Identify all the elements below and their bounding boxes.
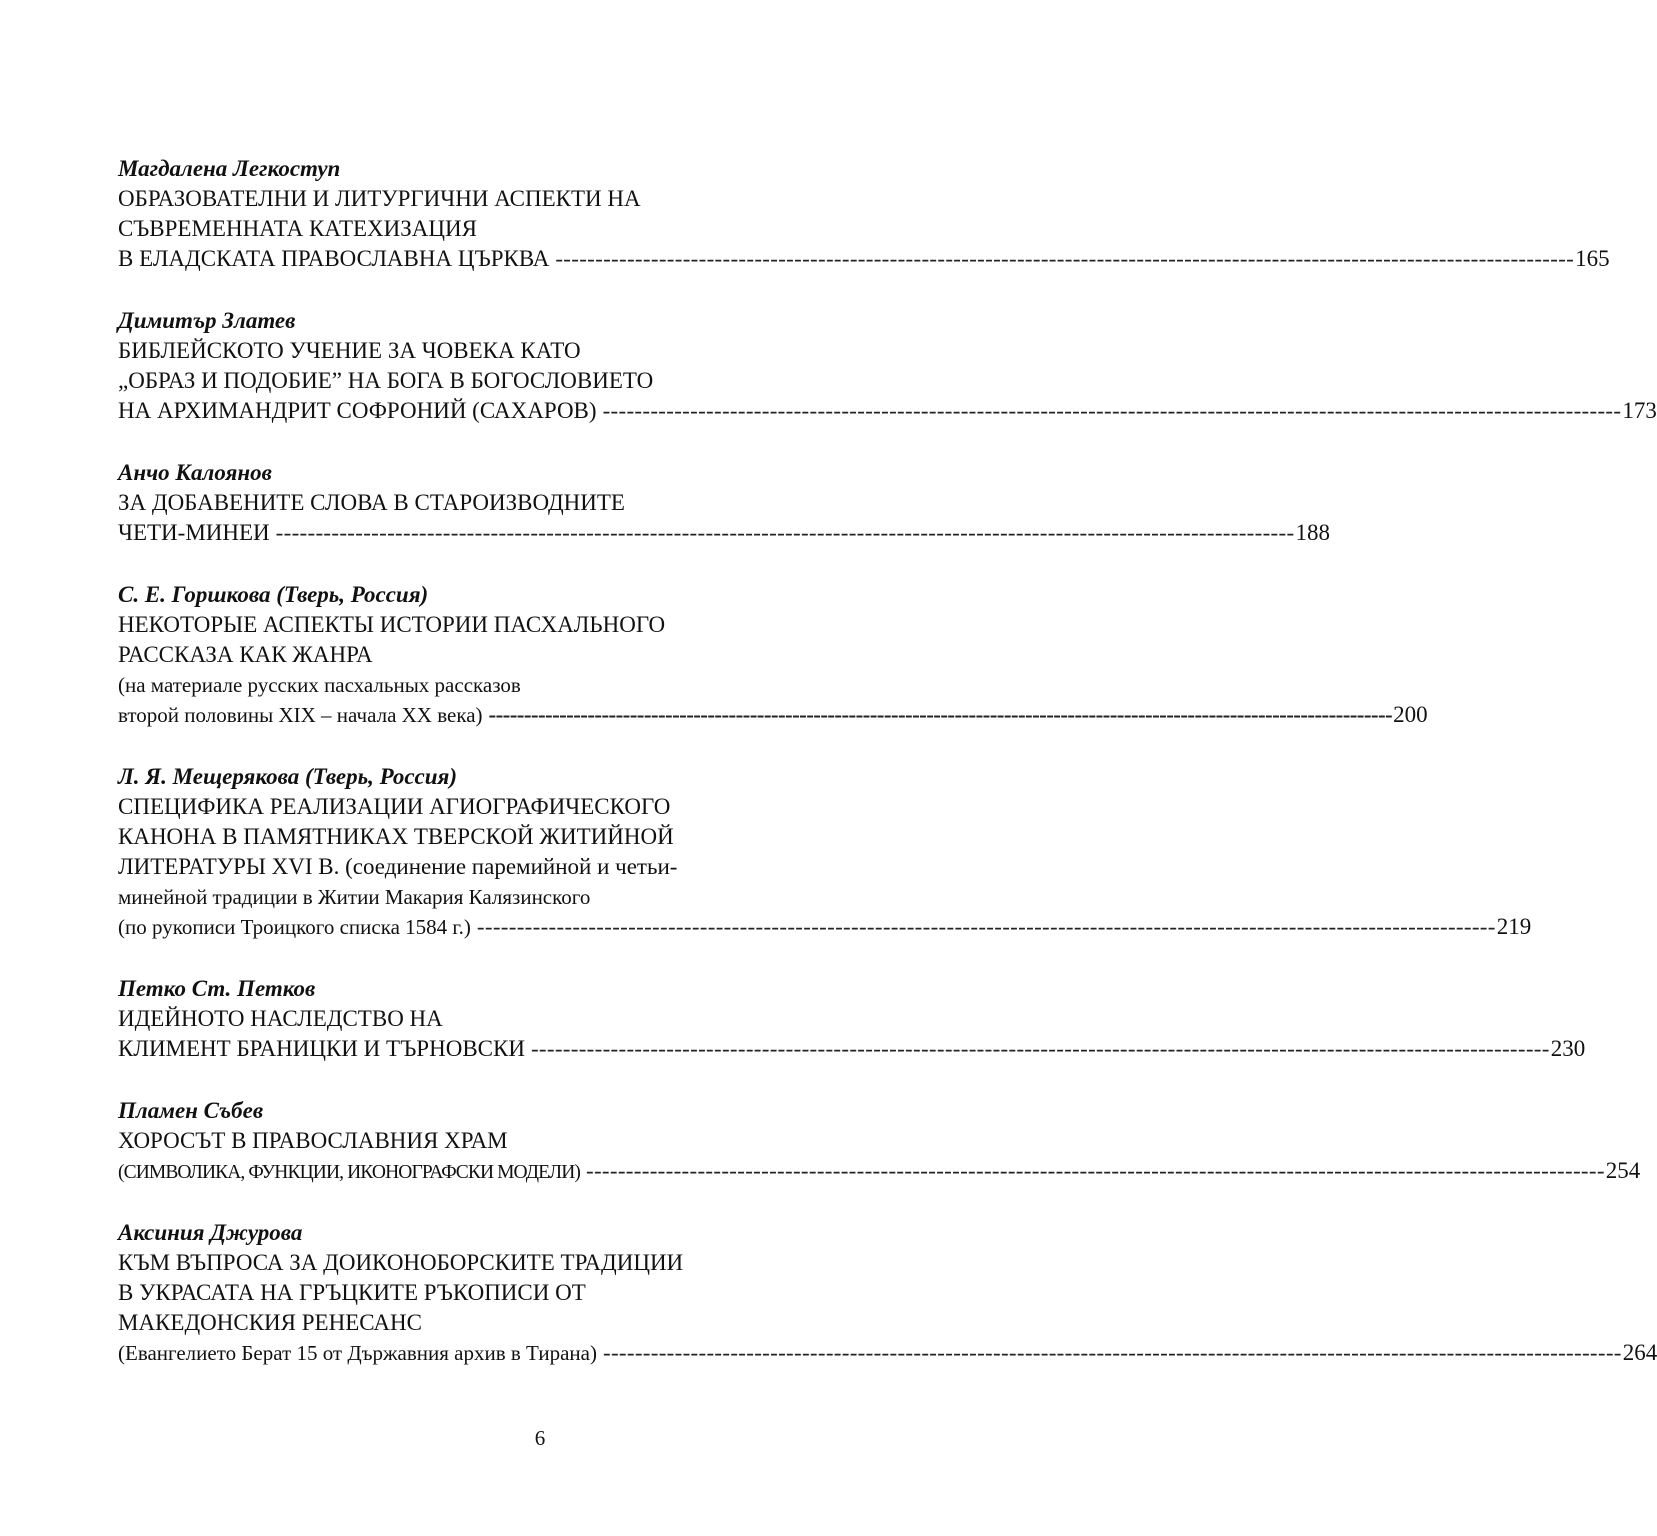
entry-title-line: МАКЕДОНСКИЯ РЕНЕСАНС <box>118 1310 422 1335</box>
entry-title-line: КЛИМЕНТ БРАНИЦКИ И ТЪРНОВСКИ <box>118 1036 525 1061</box>
entry-page-number: 173 <box>1622 398 1657 423</box>
dot-leader: -------------------------------------------------------------------------------------------------------------------------------- <box>275 520 1295 545</box>
entry-title-line: ЗА ДОБАВЕНИТЕ СЛОВА В СТАРОИЗВОДНИТЕ <box>118 490 625 515</box>
toc-entry <box>118 458 1330 548</box>
dot-leader: -------------------------------------------------------------------------------------------------------------------------------- <box>476 914 1496 939</box>
toc-entry <box>118 306 1657 426</box>
entry-author: Анчо Калоянов <box>118 460 272 485</box>
entry-title-line: КАНОНА В ПАМЯТНИКАХ ТВЕРСКОЙ ЖИТИЙНОЙ <box>118 824 674 849</box>
entry-title-line: РАССКАЗА КАК ЖАНРА <box>118 642 373 667</box>
entry-title-line: ЧЕТИ-МИНЕИ <box>118 520 270 545</box>
entry-page-number: 165 <box>1575 246 1610 271</box>
entry-page-number: 200 <box>1393 702 1428 727</box>
toc-entry <box>118 974 1586 1064</box>
entry-author: Димитър Златев <box>118 308 296 333</box>
entry-title-line: ЛИТЕРАТУРЫ XVI В. (соединение паремийной и четьи- <box>118 854 678 879</box>
entry-last-line <box>118 700 1428 730</box>
entry-title-line: ИДЕЙНОТО НАСЛЕДСТВО НА <box>118 1006 443 1031</box>
entry-page-number: 219 <box>1496 914 1532 939</box>
entry-author: Пламен Събев <box>118 1098 264 1123</box>
entry-title-line: БИБЛЕЙСКОТО УЧЕНИЕ ЗА ЧОВЕКА КАТО <box>118 338 581 363</box>
entry-subtitle-line: (на материале русских пасхальных рассказов <box>118 673 521 697</box>
entry-last-line <box>118 396 1657 426</box>
toc-entry <box>118 762 1532 942</box>
entry-subtitle-line: второй половины XIX – начала XX века) <box>118 703 483 727</box>
entry-title-line: НЕКОТОРЫЕ АСПЕКТЫ ИСТОРИИ ПАСХАЛЬНОГО <box>118 612 666 637</box>
dot-leader: -------------------------------------------------------------------------------------------------------------------------------- <box>586 1158 1605 1183</box>
entry-title-line: КЪМ ВЪПРОСА ЗА ДОИКОНОБОРСКИТЕ ТРАДИЦИИ <box>118 1250 684 1275</box>
toc-entry <box>118 1218 1657 1368</box>
entry-title-line: (СИМВОЛИКА, ФУНКЦИИ, ИКОНОГРАФСКИ МОДЕЛИ) <box>118 1162 581 1183</box>
table-of-contents <box>118 154 1657 1400</box>
entry-title-line: В ЕЛАДСКАТА ПРАВОСЛАВНА ЦЪРКВА <box>118 246 550 271</box>
entry-last-line <box>118 1156 1641 1186</box>
entry-page-number: 188 <box>1295 520 1330 545</box>
dot-leader: -------------------------------------------------------------------------------------------------------------------------------- <box>602 1340 1622 1365</box>
toc-entry <box>118 1096 1641 1186</box>
entry-page-number: 254 <box>1605 1158 1641 1183</box>
entry-last-line <box>118 518 1330 548</box>
entry-title-line: ОБРАЗОВАТЕЛНИ И ЛИТУРГИЧНИ АСПЕКТИ НА <box>118 186 641 211</box>
entry-last-line <box>118 1034 1586 1064</box>
entry-subtitle-line: (по рукописи Троицкого списка 1584 г.) <box>118 915 471 939</box>
entry-title-line: ХОРОСЪТ В ПРАВОСЛАВНИЯ ХРАМ <box>118 1128 508 1153</box>
entry-title-line: СЪВРЕМЕННАТА КАТЕХИЗАЦИЯ <box>118 216 477 241</box>
entry-author: Петко Ст. Петков <box>118 976 316 1001</box>
entry-title-line: СПЕЦИФИКА РЕАЛИЗАЦИИ АГИОГРАФИЧЕСКОГО <box>118 794 671 819</box>
dot-leader: -------------------------------------------------------------------------------------------------------------------------------- <box>602 398 1622 423</box>
toc-entry <box>118 154 1610 274</box>
entry-title-line: „ОБРАЗ И ПОДОБИЕ” НА БОГА В БОГОСЛОВИЕТО <box>118 368 654 393</box>
toc-entry <box>118 580 1428 730</box>
entry-subtitle-line: минейной традиции в Житии Макария Калязинского <box>118 885 591 909</box>
dot-leader: -------------------------------------------------------------------------------------------------------------------------------- <box>555 246 1575 271</box>
entry-title-line: НА АРХИМАНДРИТ СОФРОНИЙ (САХАРОВ) <box>118 398 597 423</box>
entry-subtitle-line: (Евангелието Берат 15 от Държавния архив в Тирана) <box>118 1341 597 1365</box>
entry-author: Аксиния Джурова <box>118 1220 303 1245</box>
dot-leader: -------------------------------------------------------------------------------------------------------------------------------- <box>488 702 1393 727</box>
entry-last-line <box>118 912 1532 942</box>
entry-page-number: 230 <box>1550 1036 1586 1061</box>
entry-author: Л. Я. Мещерякова (Тверь, Россия) <box>118 764 458 789</box>
entry-author: С. Е. Горшкова (Тверь, Россия) <box>118 582 429 607</box>
entry-title-line: В УКРАСАТА НА ГРЪЦКИТЕ РЪКОПИСИ ОТ <box>118 1280 586 1305</box>
entry-author: Магдалена Легкоступ <box>118 156 341 181</box>
page-number-footer: 6 <box>534 1426 546 1450</box>
entry-page-number: 264 <box>1622 1340 1657 1365</box>
entry-last-line <box>118 1338 1657 1368</box>
entry-last-line <box>118 244 1610 274</box>
dot-leader: -------------------------------------------------------------------------------------------------------------------------------- <box>530 1036 1550 1061</box>
